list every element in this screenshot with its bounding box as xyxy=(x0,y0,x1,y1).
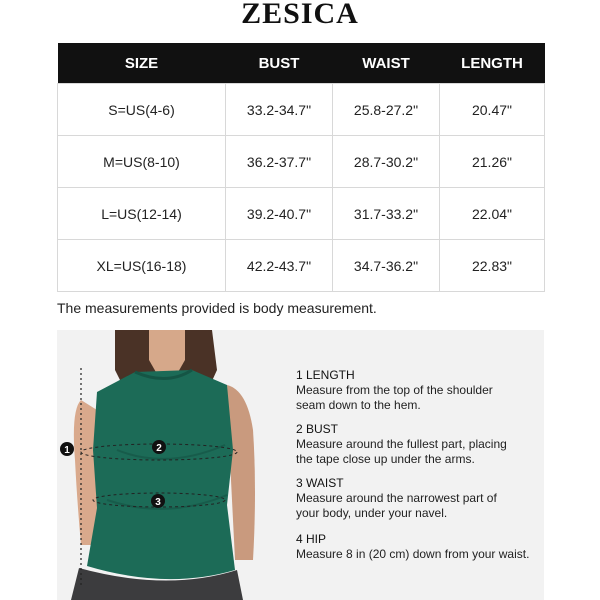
table-row xyxy=(58,84,545,136)
column-header-length: LENGTH xyxy=(440,43,545,84)
cell-bust: 36.2-37.7" xyxy=(226,136,333,188)
measurement-note: The measurements provided is body measurement. xyxy=(57,300,377,316)
column-header-bust: BUST xyxy=(226,43,333,84)
instruction-text: your body, under your navel. xyxy=(296,506,448,520)
cell-bust: 42.2-43.7" xyxy=(226,240,333,292)
table-row xyxy=(58,188,545,240)
cell-size: M=US(8-10) xyxy=(58,136,226,188)
svg-text:3: 3 xyxy=(155,497,161,508)
marker-2 xyxy=(152,440,166,454)
instruction-text: Measure 8 in (20 cm) down from your waist. xyxy=(296,547,530,561)
table-header-row xyxy=(58,43,545,84)
cell-length: 20.47" xyxy=(440,84,545,136)
instruction-hip xyxy=(296,532,529,562)
measurement-guide-panel xyxy=(57,330,544,600)
cell-bust: 39.2-40.7" xyxy=(226,188,333,240)
instruction-waist xyxy=(296,476,497,521)
size-chart-table xyxy=(57,43,545,292)
brand-logo: ZESICA xyxy=(241,0,359,30)
cell-waist: 25.8-27.2" xyxy=(333,84,440,136)
instruction-heading: 2 BUST xyxy=(296,422,339,436)
marker-3 xyxy=(151,494,165,508)
table-row xyxy=(58,240,545,292)
instruction-text: the tape close up under the arms. xyxy=(296,452,475,466)
instruction-length xyxy=(296,368,493,413)
instruction-bust xyxy=(296,422,507,467)
cell-length: 22.83" xyxy=(440,240,545,292)
instruction-text: seam down to the hem. xyxy=(296,398,421,412)
cell-waist: 31.7-33.2" xyxy=(333,188,440,240)
cell-waist: 34.7-36.2" xyxy=(333,240,440,292)
cell-length: 21.26" xyxy=(440,136,545,188)
column-header-waist: WAIST xyxy=(333,43,440,84)
svg-text:2: 2 xyxy=(156,443,162,454)
cell-size: XL=US(16-18) xyxy=(58,240,226,292)
cell-size: L=US(12-14) xyxy=(58,188,226,240)
cell-waist: 28.7-30.2" xyxy=(333,136,440,188)
instruction-heading: 1 LENGTH xyxy=(296,368,355,382)
column-header-size: SIZE xyxy=(58,43,226,84)
cell-bust: 33.2-34.7" xyxy=(226,84,333,136)
instruction-heading: 4 HIP xyxy=(296,532,327,546)
model-illustration xyxy=(57,330,297,600)
cell-length: 22.04" xyxy=(440,188,545,240)
instruction-text: Measure from the top of the shoulder xyxy=(296,383,493,397)
instruction-text: Measure around the narrowest part of xyxy=(296,491,497,505)
table-row xyxy=(58,136,545,188)
instruction-text: Measure around the fullest part, placing xyxy=(296,437,507,451)
instruction-heading: 3 WAIST xyxy=(296,476,344,490)
svg-text:1: 1 xyxy=(64,445,70,456)
cell-size: S=US(4-6) xyxy=(58,84,226,136)
marker-1 xyxy=(60,442,74,456)
